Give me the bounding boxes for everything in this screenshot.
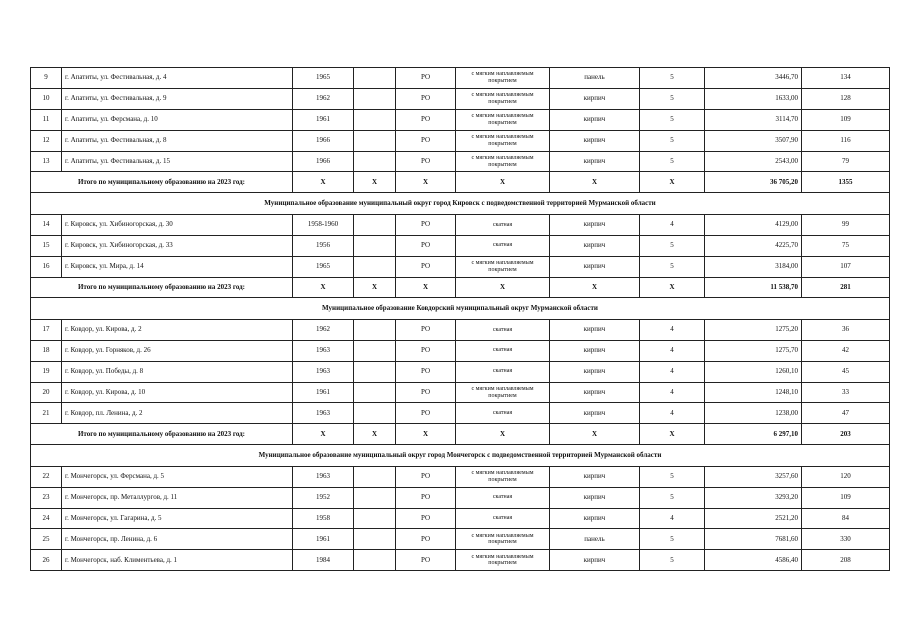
address-cell: г. Ковдор, ул. Кирова, д. 2 — [62, 319, 293, 340]
row-number-cell: 11 — [31, 109, 62, 130]
residents-cell: 99 — [802, 214, 890, 235]
total-x-cell: Х — [354, 277, 396, 298]
floors-cell: 5 — [640, 88, 705, 109]
type-cell: РО — [396, 109, 456, 130]
floors-cell: 5 — [640, 529, 705, 550]
total-x-cell: Х — [550, 172, 640, 193]
row-number-cell: 12 — [31, 130, 62, 151]
year-cell: 1956 — [293, 235, 354, 256]
residents-cell: 36 — [802, 319, 890, 340]
row-number-cell: 22 — [31, 466, 62, 487]
address-cell: г. Апатиты, ул. Ферсмана, д. 10 — [62, 109, 293, 130]
row-number-cell: 24 — [31, 508, 62, 529]
roof-cell: скатная — [456, 361, 550, 382]
row-number-cell: 19 — [31, 361, 62, 382]
address-cell: г. Апатиты, ул. Фестивальная, д. 4 — [62, 68, 293, 89]
type-cell: РО — [396, 466, 456, 487]
roof-cell: с мягким наплавляемым покрытием — [456, 382, 550, 403]
roof-cell: с мягким наплавляемым покрытием — [456, 109, 550, 130]
address-cell: г. Мончегорск, ул. Гагарина, д. 5 — [62, 508, 293, 529]
total-residents-cell: 1355 — [802, 172, 890, 193]
address-cell: г. Кировск, ул. Мира, д. 14 — [62, 256, 293, 277]
wall-material-cell: кирпич — [550, 151, 640, 172]
empty-cell — [354, 235, 396, 256]
year-cell: 1952 — [293, 487, 354, 508]
area-cell: 2543,00 — [705, 151, 802, 172]
total-label: Итого по муниципальному образованию на 2023 год: — [31, 277, 293, 298]
wall-material-cell: кирпич — [550, 382, 640, 403]
empty-cell — [354, 382, 396, 403]
wall-material-cell: кирпич — [550, 319, 640, 340]
wall-material-cell: кирпич — [550, 403, 640, 424]
type-cell: РО — [396, 319, 456, 340]
table-row — [31, 361, 890, 382]
area-cell: 3507,90 — [705, 130, 802, 151]
residents-cell: 79 — [802, 151, 890, 172]
empty-cell — [354, 88, 396, 109]
residents-cell: 42 — [802, 340, 890, 361]
area-cell: 4225,70 — [705, 235, 802, 256]
table-row — [31, 487, 890, 508]
residents-cell: 330 — [802, 529, 890, 550]
total-x-cell: Х — [456, 277, 550, 298]
table-row — [31, 130, 890, 151]
floors-cell: 5 — [640, 256, 705, 277]
year-cell: 1961 — [293, 529, 354, 550]
year-cell: 1963 — [293, 361, 354, 382]
total-x-cell: Х — [293, 424, 354, 445]
roof-cell: с мягким наплавляемым покрытием — [456, 466, 550, 487]
total-x-cell: Х — [293, 277, 354, 298]
empty-cell — [354, 340, 396, 361]
floors-cell: 4 — [640, 403, 705, 424]
type-cell: РО — [396, 88, 456, 109]
section-title: Муниципальное образование муниципальный округ город Кировск с подведомственной территорией Мурманской области — [31, 193, 890, 215]
area-cell: 1238,00 — [705, 403, 802, 424]
address-cell: г. Ковдор, пл. Ленина, д. 2 — [62, 403, 293, 424]
housing-register-table — [30, 67, 890, 571]
roof-cell: с мягким наплавляемым покрытием — [456, 88, 550, 109]
roof-cell: с мягким наплавляемым покрытием — [456, 130, 550, 151]
roof-cell: скатная — [456, 487, 550, 508]
roof-cell: скатная — [456, 235, 550, 256]
year-cell: 1965 — [293, 68, 354, 89]
year-cell: 1958 — [293, 508, 354, 529]
floors-cell: 5 — [640, 487, 705, 508]
year-cell: 1965 — [293, 256, 354, 277]
table-row — [31, 403, 890, 424]
year-cell: 1984 — [293, 550, 354, 571]
wall-material-cell: кирпич — [550, 487, 640, 508]
year-cell: 1962 — [293, 319, 354, 340]
roof-cell: скатная — [456, 214, 550, 235]
area-cell: 2521,20 — [705, 508, 802, 529]
address-cell: г. Ковдор, ул. Кирова, д. 10 — [62, 382, 293, 403]
roof-cell: с мягким наплавляемым покрытием — [456, 68, 550, 89]
table-row — [31, 109, 890, 130]
row-number-cell: 14 — [31, 214, 62, 235]
row-number-cell: 13 — [31, 151, 62, 172]
row-number-cell: 20 — [31, 382, 62, 403]
type-cell: РО — [396, 508, 456, 529]
roof-cell: скатная — [456, 340, 550, 361]
total-area-cell: 36 705,20 — [705, 172, 802, 193]
residents-cell: 208 — [802, 550, 890, 571]
address-cell: г. Апатиты, ул. Фестивальная, д. 8 — [62, 130, 293, 151]
total-row — [31, 172, 890, 193]
floors-cell: 4 — [640, 319, 705, 340]
wall-material-cell: панель — [550, 68, 640, 89]
type-cell: РО — [396, 256, 456, 277]
total-x-cell: Х — [456, 424, 550, 445]
residents-cell: 107 — [802, 256, 890, 277]
total-x-cell: Х — [550, 277, 640, 298]
type-cell: РО — [396, 214, 456, 235]
total-residents-cell: 281 — [802, 277, 890, 298]
table-row — [31, 151, 890, 172]
type-cell: РО — [396, 382, 456, 403]
empty-cell — [354, 403, 396, 424]
year-cell: 1963 — [293, 466, 354, 487]
residents-cell: 116 — [802, 130, 890, 151]
row-number-cell: 18 — [31, 340, 62, 361]
floors-cell: 4 — [640, 361, 705, 382]
residents-cell: 75 — [802, 235, 890, 256]
table-row — [31, 382, 890, 403]
total-x-cell: Х — [640, 424, 705, 445]
year-cell: 1963 — [293, 340, 354, 361]
floors-cell: 5 — [640, 68, 705, 89]
table-row — [31, 68, 890, 89]
area-cell: 1275,20 — [705, 319, 802, 340]
section-title: Муниципальное образование муниципальный округ город Мончегорск с подведомственной территорией Мурманской области — [31, 445, 890, 467]
empty-cell — [354, 466, 396, 487]
table-row — [31, 550, 890, 571]
wall-material-cell: панель — [550, 529, 640, 550]
table-row — [31, 256, 890, 277]
roof-cell: с мягким наплавляемым покрытием — [456, 529, 550, 550]
empty-cell — [354, 151, 396, 172]
total-x-cell: Х — [396, 172, 456, 193]
year-cell: 1966 — [293, 151, 354, 172]
address-cell: г. Мончегорск, наб. Климентьева, д. 1 — [62, 550, 293, 571]
year-cell: 1963 — [293, 403, 354, 424]
floors-cell: 5 — [640, 235, 705, 256]
residents-cell: 134 — [802, 68, 890, 89]
total-x-cell: Х — [354, 424, 396, 445]
year-cell: 1962 — [293, 88, 354, 109]
table-body — [31, 68, 890, 571]
area-cell: 3114,70 — [705, 109, 802, 130]
type-cell: РО — [396, 151, 456, 172]
area-cell: 3184,00 — [705, 256, 802, 277]
floors-cell: 4 — [640, 340, 705, 361]
area-cell: 3257,60 — [705, 466, 802, 487]
empty-cell — [354, 68, 396, 89]
wall-material-cell: кирпич — [550, 508, 640, 529]
roof-cell: с мягким наплавляемым покрытием — [456, 550, 550, 571]
residents-cell: 128 — [802, 88, 890, 109]
floors-cell: 5 — [640, 151, 705, 172]
year-cell: 1961 — [293, 109, 354, 130]
type-cell: РО — [396, 235, 456, 256]
area-cell: 3293,20 — [705, 487, 802, 508]
total-x-cell: Х — [293, 172, 354, 193]
wall-material-cell: кирпич — [550, 214, 640, 235]
address-cell: г. Кировск, ул. Хибиногорская, д. 33 — [62, 235, 293, 256]
area-cell: 1260,10 — [705, 361, 802, 382]
total-x-cell: Х — [396, 424, 456, 445]
type-cell: РО — [396, 68, 456, 89]
address-cell: г. Ковдор, ул. Горняков, д. 26 — [62, 340, 293, 361]
empty-cell — [354, 256, 396, 277]
empty-cell — [354, 361, 396, 382]
address-cell: г. Мончегорск, ул. Ферсмана, д. 5 — [62, 466, 293, 487]
roof-cell: скатная — [456, 403, 550, 424]
type-cell: РО — [396, 130, 456, 151]
year-cell: 1966 — [293, 130, 354, 151]
floors-cell: 4 — [640, 508, 705, 529]
row-number-cell: 9 — [31, 68, 62, 89]
residents-cell: 47 — [802, 403, 890, 424]
total-residents-cell: 203 — [802, 424, 890, 445]
table-row — [31, 340, 890, 361]
empty-cell — [354, 550, 396, 571]
roof-cell: с мягким наплавляемым покрытием — [456, 256, 550, 277]
year-cell: 1961 — [293, 382, 354, 403]
row-number-cell: 25 — [31, 529, 62, 550]
total-label: Итого по муниципальному образованию на 2023 год: — [31, 424, 293, 445]
total-row — [31, 277, 890, 298]
total-x-cell: Х — [550, 424, 640, 445]
address-cell: г. Кировск, ул. Хибиногорская, д. 30 — [62, 214, 293, 235]
total-x-cell: Х — [640, 172, 705, 193]
wall-material-cell: кирпич — [550, 256, 640, 277]
section-title: Муниципальное образование Ковдорский муниципальный округ Мурманской области — [31, 298, 890, 320]
empty-cell — [354, 109, 396, 130]
row-number-cell: 26 — [31, 550, 62, 571]
type-cell: РО — [396, 487, 456, 508]
residents-cell: 109 — [802, 487, 890, 508]
table-row — [31, 466, 890, 487]
total-area-cell: 6 297,10 — [705, 424, 802, 445]
wall-material-cell: кирпич — [550, 130, 640, 151]
empty-cell — [354, 130, 396, 151]
year-cell: 1958-1960 — [293, 214, 354, 235]
residents-cell: 84 — [802, 508, 890, 529]
roof-cell: скатная — [456, 508, 550, 529]
row-number-cell: 23 — [31, 487, 62, 508]
address-cell: г. Ковдор, ул. Победы, д. 8 — [62, 361, 293, 382]
table-row — [31, 88, 890, 109]
table-row — [31, 508, 890, 529]
empty-cell — [354, 529, 396, 550]
residents-cell: 120 — [802, 466, 890, 487]
area-cell: 4129,00 — [705, 214, 802, 235]
total-label: Итого по муниципальному образованию на 2023 год: — [31, 172, 293, 193]
wall-material-cell: кирпич — [550, 361, 640, 382]
total-x-cell: Х — [456, 172, 550, 193]
type-cell: РО — [396, 529, 456, 550]
section-header-row — [31, 298, 890, 320]
residents-cell: 45 — [802, 361, 890, 382]
area-cell: 3446,70 — [705, 68, 802, 89]
floors-cell: 5 — [640, 550, 705, 571]
table-row — [31, 319, 890, 340]
roof-cell: с мягким наплавляемым покрытием — [456, 151, 550, 172]
total-row — [31, 424, 890, 445]
row-number-cell: 17 — [31, 319, 62, 340]
wall-material-cell: кирпич — [550, 466, 640, 487]
roof-cell: скатная — [456, 319, 550, 340]
area-cell: 7681,60 — [705, 529, 802, 550]
address-cell: г. Мончегорск, пр. Металлургов, д. 11 — [62, 487, 293, 508]
residents-cell: 109 — [802, 109, 890, 130]
type-cell: РО — [396, 403, 456, 424]
row-number-cell: 15 — [31, 235, 62, 256]
area-cell: 1275,70 — [705, 340, 802, 361]
type-cell: РО — [396, 340, 456, 361]
type-cell: РО — [396, 550, 456, 571]
address-cell: г. Мончегорск, пр. Ленина, д. 6 — [62, 529, 293, 550]
table-row — [31, 235, 890, 256]
wall-material-cell: кирпич — [550, 235, 640, 256]
address-cell: г. Апатиты, ул. Фестивальная, д. 9 — [62, 88, 293, 109]
floors-cell: 5 — [640, 130, 705, 151]
empty-cell — [354, 487, 396, 508]
empty-cell — [354, 214, 396, 235]
empty-cell — [354, 319, 396, 340]
row-number-cell: 10 — [31, 88, 62, 109]
row-number-cell: 16 — [31, 256, 62, 277]
table-row — [31, 529, 890, 550]
total-x-cell: Х — [354, 172, 396, 193]
total-x-cell: Х — [396, 277, 456, 298]
empty-cell — [354, 508, 396, 529]
row-number-cell: 21 — [31, 403, 62, 424]
floors-cell: 5 — [640, 109, 705, 130]
wall-material-cell: кирпич — [550, 109, 640, 130]
total-x-cell: Х — [640, 277, 705, 298]
section-header-row — [31, 445, 890, 467]
floors-cell: 4 — [640, 214, 705, 235]
wall-material-cell: кирпич — [550, 340, 640, 361]
residents-cell: 33 — [802, 382, 890, 403]
section-header-row — [31, 193, 890, 215]
table-row — [31, 214, 890, 235]
wall-material-cell: кирпич — [550, 88, 640, 109]
type-cell: РО — [396, 361, 456, 382]
floors-cell: 4 — [640, 382, 705, 403]
wall-material-cell: кирпич — [550, 550, 640, 571]
address-cell: г. Апатиты, ул. Фестивальная, д. 15 — [62, 151, 293, 172]
area-cell: 1633,00 — [705, 88, 802, 109]
floors-cell: 5 — [640, 466, 705, 487]
area-cell: 4586,40 — [705, 550, 802, 571]
total-area-cell: 11 538,70 — [705, 277, 802, 298]
area-cell: 1248,10 — [705, 382, 802, 403]
